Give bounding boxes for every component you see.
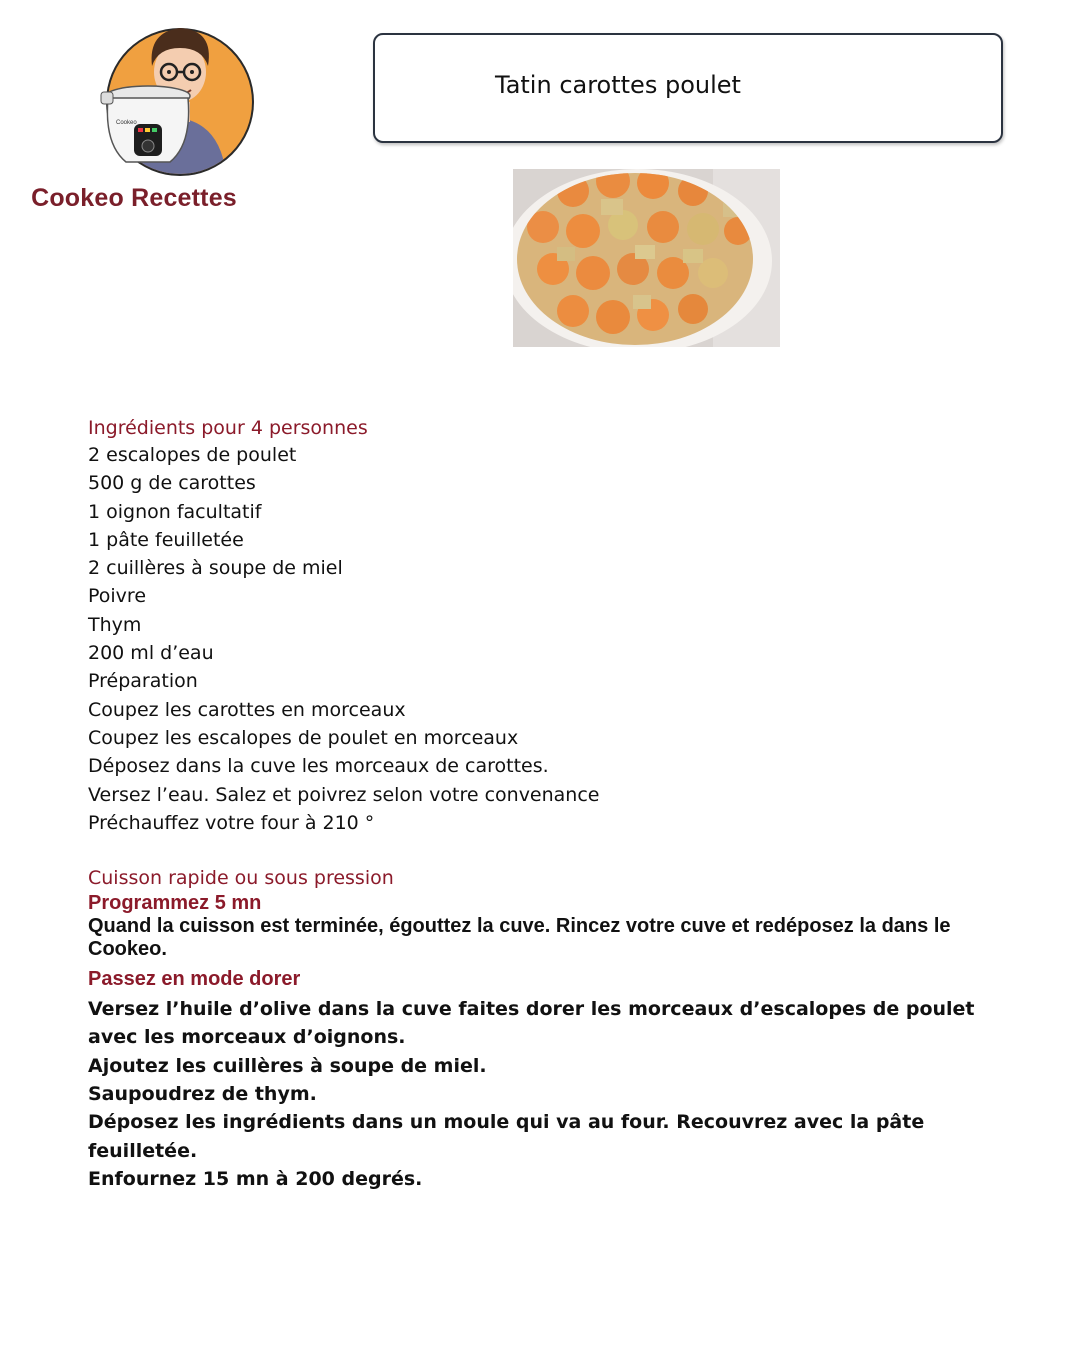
- preparation-step: Coupez les carottes en morceaux: [88, 698, 406, 721]
- ingredient-item: 1 oignon facultatif: [88, 500, 262, 523]
- ingredient-item: 200 ml d’eau: [88, 642, 214, 665]
- ingredient-item: Thym: [88, 613, 142, 636]
- site-logo[interactable]: [10, 14, 270, 224]
- recipe-title-box: [373, 33, 1003, 143]
- ingredient-item: 500 g de carottes: [88, 472, 256, 495]
- ingredient-item: 2 escalopes de poulet: [88, 444, 297, 466]
- preparation-step: Coupez les escalopes de poulet en morceaux: [88, 726, 519, 749]
- after-cooking-text: Quand la cuisson est terminée, égouttez la cuve. Rincez votre cuve et redéposez la dans le Cookeo.: [88, 915, 951, 961]
- preparation-list: [88, 696, 1028, 837]
- program-heading: Programmez 5 mn: [88, 892, 262, 915]
- final-step: Versez l’huile d’olive dans la cuve faites dorer les morceaux d’escalopes de poulet avec les morceaux d’oignons.: [88, 998, 975, 1049]
- ingredients-heading: Ingrédients pour 4 personnes: [88, 417, 368, 439]
- final-step: Déposez les ingrédients dans un moule qui va au four. Recouvrez avec la pâte feuilletée.: [88, 1111, 925, 1162]
- ingredient-item: 1 pâte feuilletée: [88, 528, 244, 551]
- final-step: Ajoutez les cuillères à soupe de miel.: [88, 1054, 487, 1077]
- brand-name: Cookeo Recettes: [31, 184, 237, 212]
- final-step: Enfournez 15 mn à 200 degrés.: [88, 1167, 423, 1190]
- recipe-content: [88, 415, 1028, 1193]
- preparation-step: Déposez dans la cuve les morceaux de carottes.: [88, 755, 549, 778]
- recipe-title: Tatin carottes poulet: [495, 71, 741, 99]
- ingredient-item: Poivre: [88, 585, 147, 608]
- ingredients-list: [88, 441, 1028, 667]
- preparation-step: Versez l’eau. Salez et poivrez selon votre convenance: [88, 783, 600, 806]
- chef-avatar-logo-icon: [96, 14, 268, 182]
- final-steps-list: [88, 995, 1028, 1193]
- cooking-mode-heading: Cuisson rapide ou sous pression: [88, 867, 394, 890]
- recipe-photo: [513, 169, 780, 347]
- svg-text:Cookeo: Cookeo: [116, 120, 137, 126]
- final-step: Saupoudrez de thym.: [88, 1083, 317, 1106]
- ingredient-item: 2 cuillères à soupe de miel: [88, 557, 343, 580]
- browning-mode-heading: Passez en mode dorer: [88, 968, 301, 991]
- preparation-heading: Préparation: [88, 670, 198, 693]
- preparation-step: Préchauffez votre four à 210 °: [88, 811, 375, 834]
